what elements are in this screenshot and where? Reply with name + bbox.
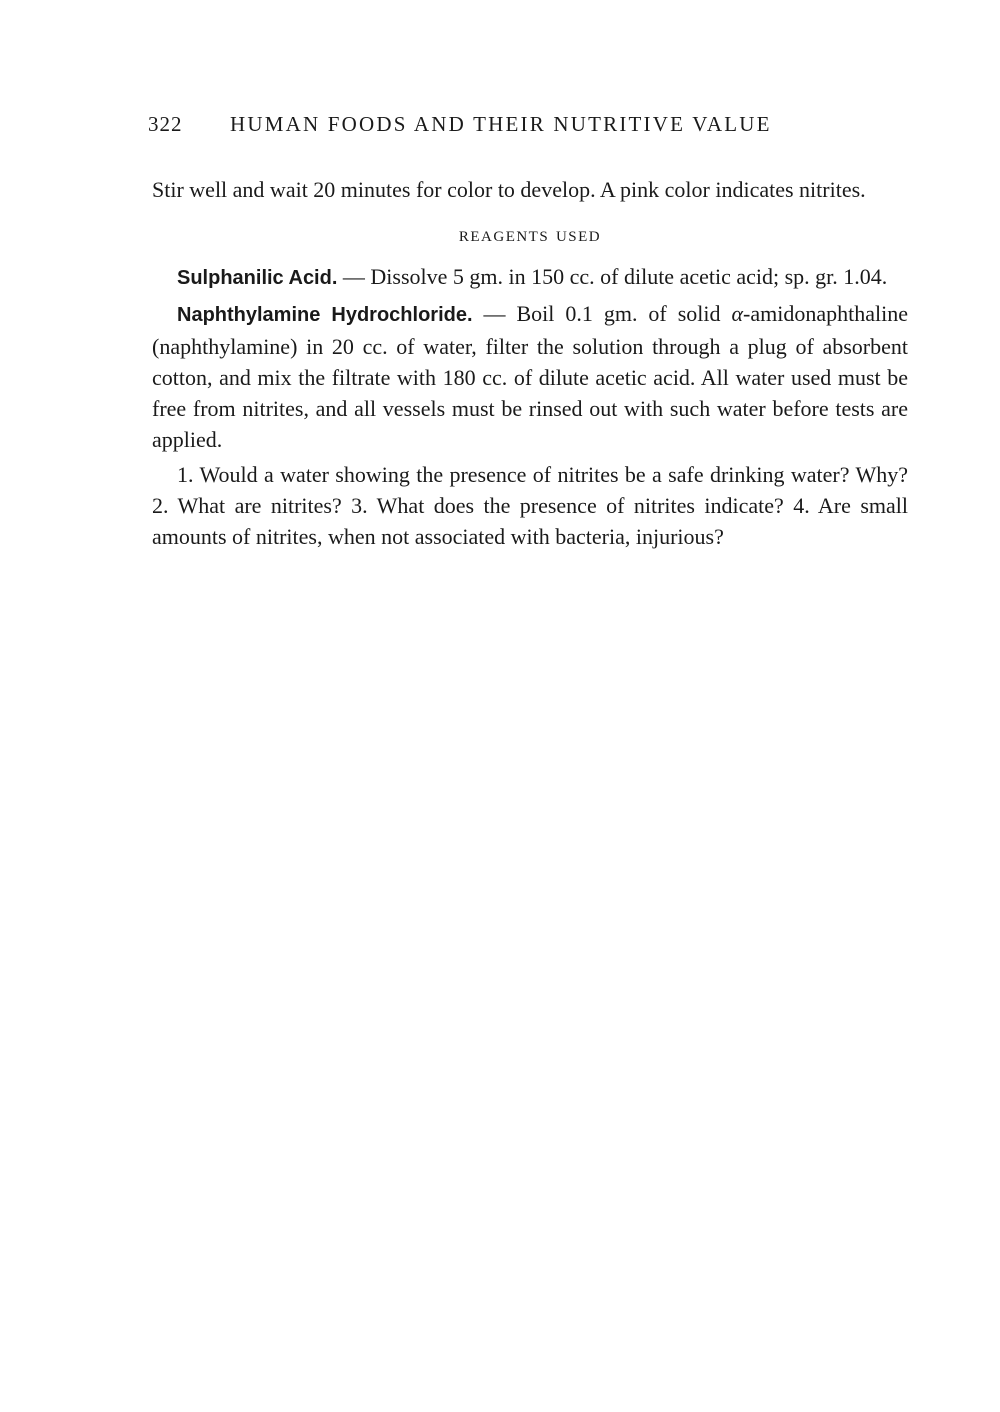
section-heading-text: reagents used [458, 222, 602, 246]
questions-paragraph: 1. Would a water showing the presence of nitrites be a safe drinking water? Why? 2. What are nitrites? 3. What does the presence of nitrites indicate? 4. Are small amounts of nitrites, when not associated with bacteria, injurious? [152, 462, 908, 549]
reagent-paragraph-naphthylamine [152, 298, 908, 455]
running-title: HUMAN FOODS AND THEIR NUTRITIVE VALUE [230, 112, 772, 136]
alpha-symbol: α [731, 301, 744, 326]
reagent-term: Naphthylamine Hydrochloride. [177, 304, 473, 326]
reagent-term: Sulphanilic Acid. [177, 267, 338, 289]
intro-paragraph: Stir well and wait 20 minutes for color to develop. A pink color indicates nitrites. [152, 177, 866, 202]
reagent-paragraph-sulphanilic [152, 261, 908, 294]
section-heading [152, 219, 908, 249]
reagent-text-continued: -amidonaphthaline (naphthylamine) in 20 cc. of water, filter the solution through a plug of absorbent cotton, and mix the filtrate with 180 cc. of dilute acetic acid. All water used must be free from nitrites, and all vessels must be rinsed out with such water before tests are applied. [152, 301, 908, 452]
book-page [148, 112, 908, 552]
page-number: 322 [148, 112, 183, 136]
reagent-text: — Boil 0.1 gm. of solid [472, 301, 732, 326]
reagent-text: — Dissolve 5 gm. in 150 cc. of dilute acetic acid; sp. gr. 1.04. [337, 264, 888, 289]
running-head [148, 112, 908, 146]
